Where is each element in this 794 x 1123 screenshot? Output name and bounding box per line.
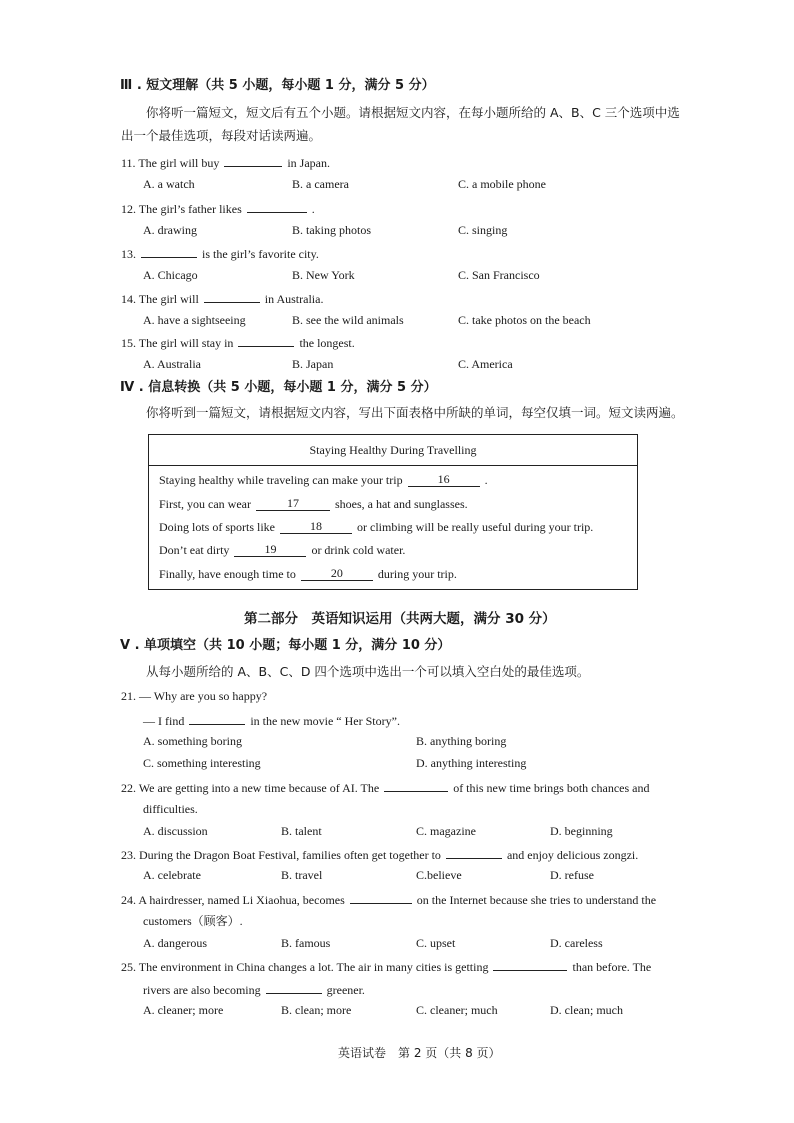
- option-d: D. anything interesting: [416, 756, 527, 770]
- question-21: 21. — Why are you so happy?: [121, 689, 268, 703]
- option-a: A. Chicago: [143, 268, 198, 282]
- answer-blank[interactable]: [493, 957, 567, 971]
- option-a: A. Australia: [143, 357, 201, 371]
- section-5-title: Ⅴ . 单项填空（共 10 小题；每小题 1 分，满分 10 分）: [120, 638, 451, 653]
- table-row: Finally, have enough time to 20 during your trip.: [159, 566, 457, 581]
- answer-blank[interactable]: [266, 980, 322, 994]
- question-11: 11. The girl will buy in Japan.: [121, 153, 330, 171]
- answer-blank[interactable]: [384, 778, 448, 792]
- answer-blank[interactable]: 18: [280, 520, 352, 534]
- option-c: C. cleaner; much: [416, 1003, 498, 1017]
- page-footer: 英语试卷 第 2 页（共 8 页）: [338, 1046, 501, 1060]
- option-c: C. magazine: [416, 824, 476, 838]
- section-3-title: Ⅲ . 短文理解（共 5 小题，每小题 1 分，满分 5 分）: [120, 78, 435, 93]
- option-c: C. a mobile phone: [458, 177, 546, 191]
- question-14: 14. The girl will in Australia.: [121, 289, 323, 307]
- answer-blank[interactable]: 20: [301, 567, 373, 581]
- option-b: B. New York: [292, 268, 355, 282]
- option-b: B. talent: [281, 824, 322, 838]
- option-a: A. dangerous: [143, 936, 207, 950]
- option-b: B. a camera: [292, 177, 349, 191]
- option-c: C.believe: [416, 868, 462, 882]
- option-a: A. drawing: [143, 223, 197, 237]
- table-row: First, you can wear 17 shoes, a hat and sunglasses.: [159, 496, 468, 511]
- part-2-title: 第二部分 英语知识运用（共两大题，满分 30 分）: [244, 611, 556, 627]
- answer-blank[interactable]: 16: [408, 473, 480, 487]
- option-b: B. famous: [281, 936, 331, 950]
- section-4-title: Ⅳ . 信息转换（共 5 小题，每小题 1 分，满分 5 分）: [120, 380, 437, 395]
- answer-blank[interactable]: 19: [234, 543, 306, 557]
- option-b: B. taking photos: [292, 223, 372, 237]
- option-a: A. have a sightseeing: [143, 313, 246, 327]
- option-a: A. celebrate: [143, 868, 201, 882]
- option-c: C. San Francisco: [458, 268, 540, 282]
- answer-blank[interactable]: [350, 890, 412, 904]
- section-3-instruction-line2: 出一个最佳选项，每段对话读两遍。: [121, 128, 322, 143]
- option-d: D. clean; much: [550, 1003, 623, 1017]
- option-c: C. something interesting: [143, 756, 261, 770]
- answer-blank[interactable]: [238, 333, 294, 347]
- table-title: Staying Healthy During Travelling: [149, 435, 637, 466]
- answer-blank[interactable]: [247, 199, 307, 213]
- info-table: [148, 434, 638, 590]
- table-row: Staying healthy while traveling can make your trip 16 .: [159, 472, 488, 487]
- option-a: A. something boring: [143, 734, 242, 748]
- option-d: D. refuse: [550, 868, 594, 882]
- answer-blank[interactable]: [204, 289, 260, 303]
- question-22: 22. We are getting into a new time because of AI. The of this new time brings both chances and: [121, 778, 649, 796]
- option-a: A. cleaner; more: [143, 1003, 224, 1017]
- question-23: 23. During the Dragon Boat Festival, families often get together to and enjoy delicious zongzi.: [121, 845, 638, 863]
- option-c: C. America: [458, 357, 513, 371]
- section-5-instruction: 从每小题所给的 A、B、C、D 四个选项中选出一个可以填入空白处的最佳选项。: [146, 664, 590, 679]
- question-25: 25. The environment in China changes a lot. The air in many cities is getting than before. The: [121, 957, 651, 975]
- option-b: B. see the wild animals: [292, 313, 404, 327]
- option-a: A. discussion: [143, 824, 208, 838]
- option-b: B. clean; more: [281, 1003, 352, 1017]
- question-15: 15. The girl will stay in the longest.: [121, 333, 355, 351]
- question-24: 24. A hairdresser, named Li Xiaohua, becomes on the Internet because she tries to understand the: [121, 890, 656, 908]
- option-d: D. careless: [550, 936, 603, 950]
- answer-blank[interactable]: [189, 711, 245, 725]
- answer-blank[interactable]: [141, 244, 197, 258]
- question-22-line2: difficulties.: [143, 802, 198, 816]
- question-24-line2: customers（顾客）.: [143, 914, 243, 928]
- option-b: B. anything boring: [416, 734, 507, 748]
- question-13: 13. is the girl’s favorite city.: [121, 244, 319, 262]
- table-row: Don’t eat dirty 19 or drink cold water.: [159, 542, 406, 557]
- answer-blank[interactable]: [224, 153, 282, 167]
- answer-blank[interactable]: 17: [256, 497, 330, 511]
- answer-blank[interactable]: [446, 845, 502, 859]
- question-12: 12. The girl’s father likes .: [121, 199, 315, 217]
- question-21-reply: — I find in the new movie “ Her Story”.: [143, 711, 400, 729]
- table-row: Doing lots of sports like 18 or climbing will be really useful during your trip.: [159, 519, 594, 534]
- option-c: C. take photos on the beach: [458, 313, 591, 327]
- option-c: C. upset: [416, 936, 456, 950]
- option-d: D. beginning: [550, 824, 613, 838]
- option-a: A. a watch: [143, 177, 195, 191]
- option-b: B. travel: [281, 868, 323, 882]
- option-b: B. Japan: [292, 357, 334, 371]
- question-25-line2: rivers are also becoming greener.: [143, 980, 365, 998]
- section-4-instruction: 你将听到一篇短文，请根据短文内容，写出下面表格中所缺的单词，每空仅填一词。短文读两遍。: [146, 405, 684, 420]
- option-c: C. singing: [458, 223, 508, 237]
- section-3-instruction-line1: 你将听一篇短文，短文后有五个小题。请根据短文内容，在每小题所给的 A、B、C 三个选项中选: [146, 105, 680, 120]
